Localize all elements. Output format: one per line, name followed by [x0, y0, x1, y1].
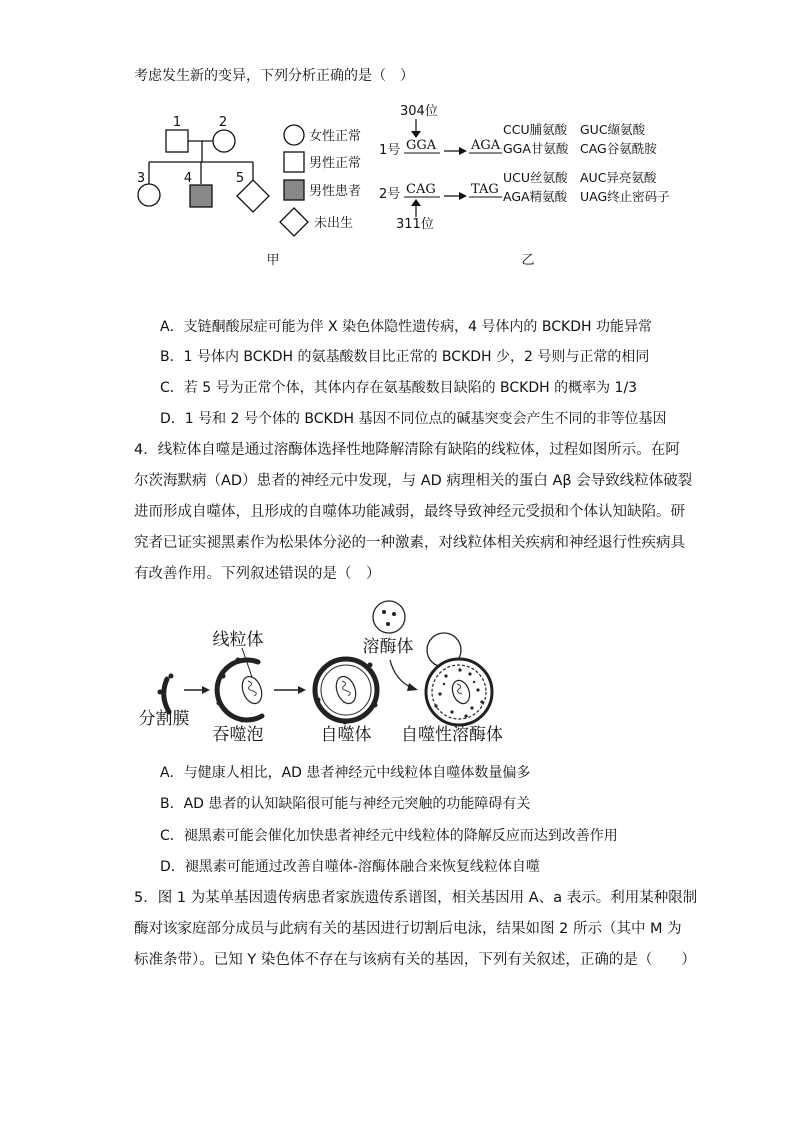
label-mito: 线粒体 — [212, 630, 264, 650]
codon-table-entry: UCU丝氨酸 — [503, 170, 568, 185]
q4-option-a: A．与健康人相比，AD 患者神经元中线粒体自噬体数量偏多 — [160, 765, 531, 781]
label-autolysosome: 自噬性溶酶体 — [401, 725, 503, 745]
q3-option-a: A．支链酮酸尿症可能为伴 X 染色体隐性遗传病，4 号体内的 BCKDH 功能异常 — [160, 319, 652, 335]
legend-label: 女性正常 — [309, 129, 362, 144]
legend-label: 男性正常 — [309, 156, 362, 171]
q4-stem-line: 进而形成自噬体，且形成的自噬体功能减弱，最终导致神经元受损和个体认知缺陷。研 — [134, 504, 685, 520]
row1-original-codon: GGA — [406, 138, 437, 153]
row2-original-codon: CAG — [406, 182, 436, 197]
q4-stem-line: 有改善作用。下列叙述错误的是（ ） — [134, 566, 381, 582]
legend-label: 未出生 — [314, 216, 354, 231]
legend-label: 男性患者 — [309, 184, 362, 199]
label-lyso: 溶酶体 — [362, 637, 414, 657]
codon-table-entry: AGA精氨酸 — [503, 189, 568, 204]
row2-label: 2号 — [379, 187, 401, 202]
codon-table-entry: UAG终止密码子 — [580, 189, 670, 204]
individual-label: 5 — [235, 171, 245, 186]
q5-stem-line: 标准条带）。已知 Y 染色体不存在与该病有关的基因，下列有关叙述，正确的是（ ） — [134, 952, 696, 968]
codon-table-entry: CCU脯氨酸 — [503, 122, 568, 137]
individual-label: 4 — [183, 171, 193, 186]
row1-mutant-codon: AGA — [471, 138, 501, 153]
individual-label: 1 — [172, 115, 182, 130]
position-304-label: 304位 — [400, 104, 438, 119]
label-phagophore: 吞噬泡 — [212, 725, 264, 745]
q5-stem-line: 5．图 1 为某单基因遗传病患者家族遗传系谱图，相关基因用 A、a 表示。利用某种限制 — [134, 890, 698, 906]
q4-stem-line: 4．线粒体自噬是通过溶酶体选择性地降解清除有缺陷的线粒体，过程如图所示。在阿 — [134, 442, 680, 458]
q3-option-d: D．1 号和 2 号个体的 BCKDH 基因不同位点的碱基突变会产生不同的非等位基因 — [160, 411, 667, 427]
question-intro: 考虑发生新的变异，下列分析正确的是（ ） — [134, 68, 414, 84]
q3-option-c: C．若 5 号为正常个体，其体内存在氨基酸数目缺陷的 BCKDH 的概率为 1/3 — [160, 380, 638, 396]
mitochondrion-icon — [239, 674, 265, 706]
codon-table-entry: CAG谷氨酰胺 — [580, 141, 657, 156]
q4-option-b: B．AD 患者的认知缺陷很可能与神经元突触的功能障碍有关 — [160, 796, 531, 812]
codon-table-entry: GGA甘氨酸 — [503, 141, 569, 156]
q4-option-c: C．褪黑素可能会催化加快患者神经元中线粒体的降解反应而达到改善作用 — [160, 828, 618, 844]
individual-label: 3 — [136, 171, 146, 186]
individual-label: 2 — [218, 115, 228, 130]
position-311-label: 311位 — [396, 217, 434, 232]
row2-mutant-codon: TAG — [471, 182, 499, 197]
row1-label: 1号 — [379, 143, 401, 158]
q4-option-d: D．褪黑素可能通过改善自噬体-溶酶体融合来恢复线粒体自噬 — [160, 859, 540, 875]
figure-caption-jia: 甲 — [266, 253, 280, 268]
figure-caption-yi: 乙 — [521, 253, 535, 268]
q4-stem-line: 究者已证实褪黑素作为松果体分泌的一种激素，对线粒体相关疾病和神经退行性疾病具 — [134, 535, 685, 551]
q4-stem-line: 尔茨海默病（AD）患者的神经元中发现，与 AD 病理相关的蛋白 Aβ 会导致线粒体破裂 — [134, 473, 693, 489]
label-membrane: 分割膜 — [138, 709, 190, 729]
label-autophagosome: 自噬体 — [320, 725, 372, 745]
codon-table-entry: AUC异亮氨酸 — [580, 170, 657, 185]
codon-table-entry: GUC缬氨酸 — [580, 122, 646, 137]
q5-stem-line: 酶对该家庭部分成员与此病有关的基因进行切割后电泳，结果如图 2 所示（其中 M 为 — [134, 921, 682, 937]
q3-option-b: B．1 号体内 BCKDH 的氨基酸数目比正常的 BCKDH 少，2 号则与正常的相同 — [160, 349, 650, 365]
